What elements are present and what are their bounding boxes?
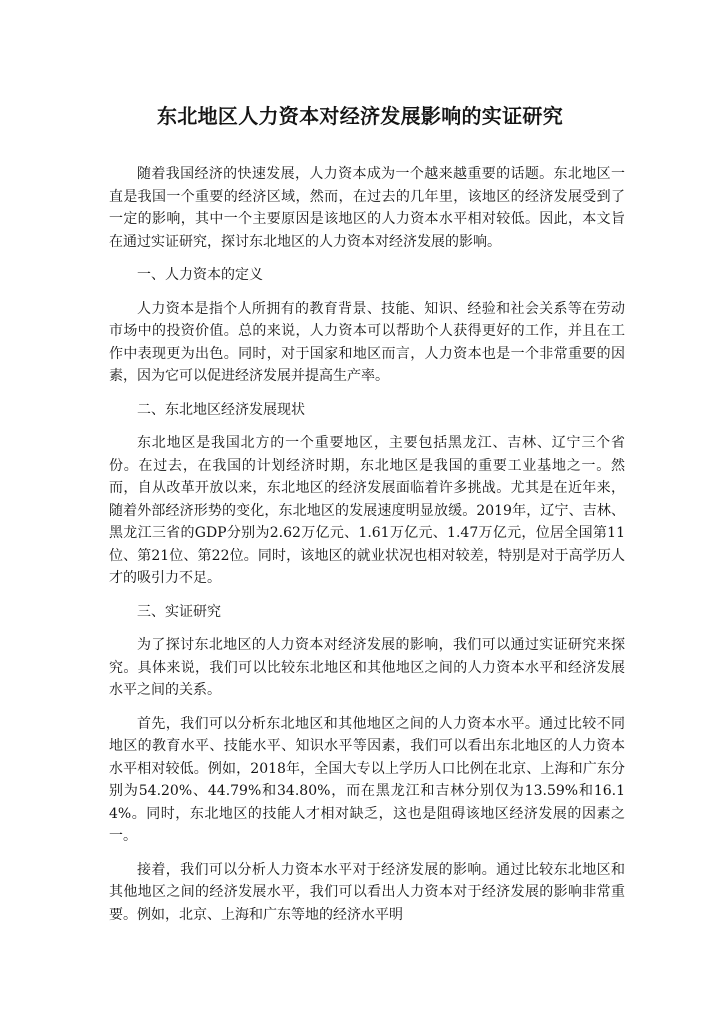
- section-heading-empirical: 三、实证研究: [137, 603, 221, 620]
- human-capital-level-paragraph: 首先，我们可以分析东北地区和其他地区之间的人力资本水平。通过比较不同地区的教育水平、技能水平、知识水平等因素，我们可以看出东北地区的人力资本水平相对较低。例如，2018年，全国大专以上学历人口比例在北京、上海和广东分别为54.20%、44.79%和34.80%，而在黑龙江和吉林分别仅为13.59%和16.14%。同时，东北地区的技能人才相对缺乏，这也是阻碍该地区经济发展的因素之一。: [109, 715, 625, 844]
- section-heading-status: 二、东北地区经济发展现状: [137, 401, 305, 418]
- document-title: 东北地区人力资本对经济发展影响的实证研究: [157, 104, 563, 128]
- economic-impact-paragraph: 接着，我们可以分析人力资本水平对于经济发展的影响。通过比较东北地区和其他地区之间的经济发展水平，我们可以看出人力资本对于经济发展的影响非常重要。例如，北京、上海和广东等地的经济水平明: [109, 861, 625, 923]
- status-paragraph: 东北地区是我国北方的一个重要地区，主要包括黑龙江、吉林、辽宁三个省份。在过去，在我国的计划经济时期，东北地区是我国的重要工业基地之一。然而，自从改革开放以来，东北地区的经济发展面临着许多挑战。尤其是在近年来，随着外部经济形势的变化，东北地区的发展速度明显放缓。2019年，辽宁、吉林、黑龙江三省的GDP分别为2.62万亿元、1.61万亿元、1.47万亿元，位居全国第11位、第21位、第22位。同时，该地区的就业状况也相对较差，特别是对于高学历人才的吸引力不足。: [109, 435, 625, 586]
- empirical-intro-paragraph: 为了探讨东北地区的人力资本对经济发展的影响，我们可以通过实证研究来探究。具体来说，我们可以比较东北地区和其他地区之间的人力资本水平和经济发展水平之间的关系。: [109, 637, 625, 698]
- definition-paragraph: 人力资本是指个人所拥有的教育背景、技能、知识、经验和社会关系等在劳动市场中的投资价值。总的来说，人力资本可以帮助个人获得更好的工作，并且在工作中表现更为出色。同时，对于国家和地区而言，人力资本也是一个非常重要的因素，因为它可以促进经济发展并提高生产率。: [109, 300, 625, 384]
- intro-paragraph: 随着我国经济的快速发展，人力资本成为一个越来越重要的话题。东北地区一直是我国一个重要的经济区域，然而，在过去的几年里，该地区的经济发展受到了一定的影响，其中一个主要原因是该地区的人力资本水平相对较低。因此，本文旨在通过实证研究，探讨东北地区的人力资本对经济发展的影响。: [109, 166, 625, 250]
- section-heading-definition: 一、人力资本的定义: [137, 267, 263, 283]
- document-body: [109, 163, 625, 937]
